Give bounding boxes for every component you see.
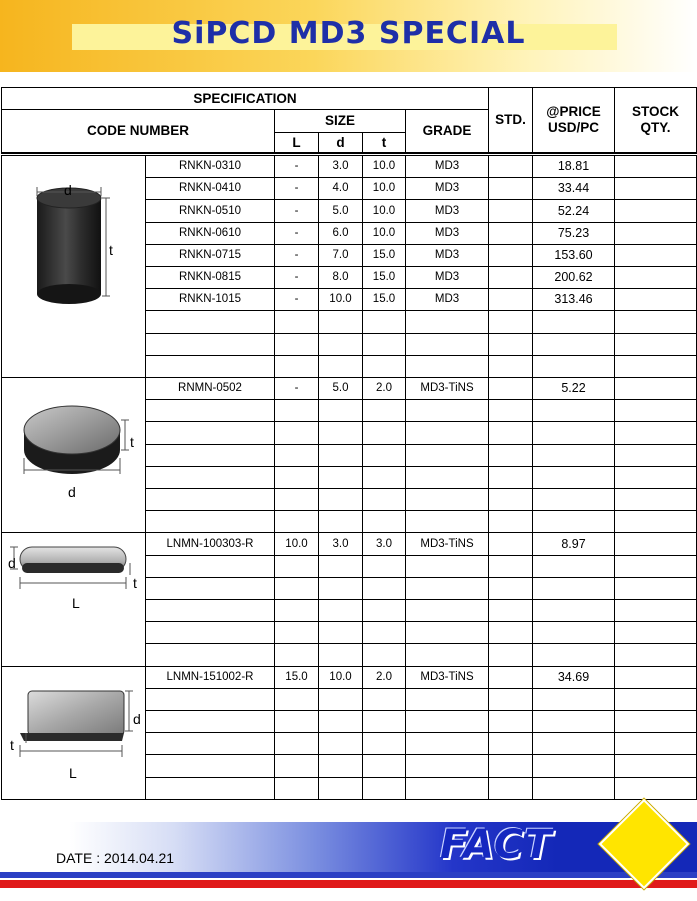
- empty-cell: [362, 510, 406, 533]
- row-code-cell: LNMN-100303-R: [145, 532, 275, 556]
- empty-cell: [532, 310, 615, 334]
- page-title: SiPCD MD3 SPECIAL: [171, 16, 526, 51]
- empty-cell: [614, 444, 697, 467]
- empty-cell: [362, 777, 406, 800]
- empty-cell: [145, 399, 275, 422]
- product-picture-4: [2, 667, 142, 804]
- empty-cell: [145, 310, 275, 334]
- row-L-cell: -: [274, 266, 319, 289]
- empty-cell: [145, 466, 275, 489]
- row-d-cell: 5.0: [318, 377, 363, 400]
- empty-cell: [614, 355, 697, 378]
- empty-cell: [405, 421, 489, 445]
- empty-cell: [488, 355, 533, 378]
- row-stock-cell: [614, 666, 697, 689]
- empty-cell: [405, 399, 489, 422]
- empty-cell: [532, 688, 615, 711]
- empty-cell: [488, 643, 533, 667]
- empty-cell: [614, 732, 697, 755]
- empty-cell: [405, 555, 489, 578]
- dimension-label-d: d: [8, 555, 16, 571]
- row-code-cell: RNMN-0502: [145, 377, 275, 400]
- dimension-label-t: t: [133, 575, 137, 591]
- empty-cell: [362, 444, 406, 467]
- empty-cell: [362, 599, 406, 622]
- size-t-header: t: [362, 132, 406, 154]
- empty-cell: [274, 333, 319, 356]
- empty-cell: [274, 488, 319, 511]
- stock-header: [614, 87, 697, 154]
- empty-cell: [405, 732, 489, 755]
- empty-cell: [362, 421, 406, 445]
- empty-cell: [532, 555, 615, 578]
- empty-cell: [318, 710, 363, 733]
- empty-cell: [362, 488, 406, 511]
- row-d-cell: 6.0: [318, 222, 363, 245]
- row-stock-cell: [614, 199, 697, 223]
- empty-cell: [362, 643, 406, 667]
- empty-cell: [488, 555, 533, 578]
- empty-cell: [274, 355, 319, 378]
- row-grade-cell: MD3: [405, 177, 489, 200]
- empty-cell: [318, 688, 363, 711]
- row-stock-cell: [614, 377, 697, 400]
- product-picture-2: [2, 378, 142, 536]
- dimension-label-d: d: [133, 711, 141, 727]
- empty-cell: [318, 555, 363, 578]
- row-d-cell: 5.0: [318, 199, 363, 223]
- row-t-cell: 10.0: [362, 177, 406, 200]
- empty-cell: [274, 710, 319, 733]
- empty-cell: [488, 399, 533, 422]
- empty-cell: [362, 710, 406, 733]
- empty-cell: [362, 355, 406, 378]
- empty-cell: [362, 333, 406, 356]
- product-image-cell-4: [1, 666, 146, 800]
- row-std-cell: [488, 155, 533, 178]
- empty-cell: [532, 577, 615, 600]
- empty-cell: [488, 488, 533, 511]
- empty-cell: [145, 333, 275, 356]
- row-grade-cell: MD3: [405, 266, 489, 289]
- empty-cell: [532, 621, 615, 644]
- row-stock-cell: [614, 222, 697, 245]
- empty-cell: [532, 488, 615, 511]
- empty-cell: [145, 777, 275, 800]
- empty-cell: [488, 577, 533, 600]
- empty-cell: [145, 621, 275, 644]
- empty-cell: [532, 510, 615, 533]
- empty-cell: [318, 466, 363, 489]
- product-picture-1: [2, 156, 142, 310]
- empty-cell: [274, 466, 319, 489]
- empty-cell: [362, 754, 406, 778]
- size-l-header: L: [274, 132, 319, 154]
- empty-cell: [405, 488, 489, 511]
- empty-cell: [405, 333, 489, 356]
- empty-cell: [145, 355, 275, 378]
- row-code-cell: RNKN-0310: [145, 155, 275, 178]
- product-image-cell-2: [1, 377, 146, 533]
- row-stock-cell: [614, 288, 697, 311]
- empty-cell: [532, 754, 615, 778]
- empty-cell: [405, 754, 489, 778]
- empty-cell: [274, 732, 319, 755]
- dimension-label-t: t: [10, 737, 14, 753]
- empty-cell: [405, 510, 489, 533]
- row-t-cell: 15.0: [362, 288, 406, 311]
- empty-cell: [405, 643, 489, 667]
- row-grade-cell: MD3: [405, 222, 489, 245]
- empty-cell: [274, 399, 319, 422]
- empty-cell: [145, 510, 275, 533]
- row-code-cell: RNKN-0410: [145, 177, 275, 200]
- row-grade-cell: MD3: [405, 155, 489, 178]
- empty-cell: [614, 421, 697, 445]
- row-std-cell: [488, 288, 533, 311]
- empty-cell: [145, 710, 275, 733]
- row-L-cell: -: [274, 377, 319, 400]
- empty-cell: [488, 710, 533, 733]
- empty-cell: [318, 444, 363, 467]
- fact-logo: FACT: [440, 822, 553, 868]
- date-label: DATE : 2014.04.21: [56, 850, 175, 866]
- row-t-cell: 2.0: [362, 666, 406, 689]
- dimension-label-L: L: [72, 595, 80, 611]
- row-grade-cell: MD3-TiNS: [405, 532, 489, 556]
- row-stock-cell: [614, 244, 697, 267]
- empty-cell: [318, 777, 363, 800]
- empty-cell: [318, 732, 363, 755]
- row-std-cell: [488, 177, 533, 200]
- empty-cell: [488, 333, 533, 356]
- empty-cell: [614, 399, 697, 422]
- row-price-cell: 33.44: [532, 177, 615, 200]
- stock-header-line1: STOCK: [631, 104, 679, 119]
- empty-cell: [362, 466, 406, 489]
- empty-cell: [405, 310, 489, 334]
- empty-cell: [405, 621, 489, 644]
- empty-cell: [318, 355, 363, 378]
- dimension-label-d: d: [64, 182, 72, 198]
- row-std-cell: [488, 199, 533, 223]
- empty-cell: [318, 399, 363, 422]
- empty-cell: [532, 399, 615, 422]
- row-code-cell: RNKN-0715: [145, 244, 275, 267]
- row-price-cell: 34.69: [532, 666, 615, 689]
- empty-cell: [488, 599, 533, 622]
- row-grade-cell: MD3: [405, 199, 489, 223]
- empty-cell: [405, 599, 489, 622]
- empty-cell: [274, 777, 319, 800]
- row-price-cell: 18.81: [532, 155, 615, 178]
- cylinder-pic: [2, 156, 142, 306]
- empty-cell: [532, 355, 615, 378]
- empty-cell: [145, 688, 275, 711]
- empty-cell: [614, 754, 697, 778]
- empty-cell: [145, 643, 275, 667]
- row-std-cell: [488, 222, 533, 245]
- row-t-cell: 2.0: [362, 377, 406, 400]
- product-image-cell-3: [1, 532, 146, 667]
- empty-cell: [488, 732, 533, 755]
- empty-cell: [362, 310, 406, 334]
- row-code-cell: RNKN-0610: [145, 222, 275, 245]
- row-d-cell: 3.0: [318, 155, 363, 178]
- empty-cell: [405, 577, 489, 600]
- row-grade-cell: MD3-TiNS: [405, 377, 489, 400]
- empty-cell: [614, 488, 697, 511]
- empty-cell: [145, 732, 275, 755]
- row-price-cell: 8.97: [532, 532, 615, 556]
- empty-cell: [362, 399, 406, 422]
- empty-cell: [145, 421, 275, 445]
- empty-cell: [318, 421, 363, 445]
- grade-header: GRADE: [405, 109, 489, 154]
- empty-cell: [532, 643, 615, 667]
- empty-cell: [274, 688, 319, 711]
- row-price-cell: 52.24: [532, 199, 615, 223]
- empty-cell: [274, 577, 319, 600]
- empty-cell: [614, 555, 697, 578]
- empty-cell: [614, 310, 697, 334]
- price-header-line2: USD/PC: [547, 120, 599, 135]
- empty-cell: [532, 599, 615, 622]
- row-std-cell: [488, 244, 533, 267]
- product-image-cell-1: [1, 155, 146, 378]
- footer-blue-line: [0, 872, 697, 878]
- empty-cell: [362, 555, 406, 578]
- empty-cell: [614, 510, 697, 533]
- size-header: SIZE: [274, 109, 406, 133]
- empty-cell: [405, 466, 489, 489]
- row-L-cell: -: [274, 222, 319, 245]
- row-stock-cell: [614, 177, 697, 200]
- row-code-cell: RNKN-0510: [145, 199, 275, 223]
- row-stock-cell: [614, 266, 697, 289]
- row-t-cell: 10.0: [362, 199, 406, 223]
- empty-cell: [318, 310, 363, 334]
- price-header-line1: @PRICE: [546, 104, 601, 119]
- row-std-cell: [488, 666, 533, 689]
- empty-cell: [614, 621, 697, 644]
- size-d-header: d: [318, 132, 363, 154]
- empty-cell: [614, 643, 697, 667]
- empty-cell: [145, 555, 275, 578]
- empty-cell: [405, 355, 489, 378]
- empty-cell: [274, 421, 319, 445]
- empty-cell: [532, 333, 615, 356]
- empty-cell: [614, 577, 697, 600]
- row-d-cell: 10.0: [318, 666, 363, 689]
- empty-cell: [274, 599, 319, 622]
- empty-cell: [362, 577, 406, 600]
- row-L-cell: -: [274, 244, 319, 267]
- row-d-cell: 4.0: [318, 177, 363, 200]
- empty-cell: [145, 754, 275, 778]
- row-L-cell: -: [274, 288, 319, 311]
- row-code-cell: RNKN-1015: [145, 288, 275, 311]
- empty-cell: [488, 754, 533, 778]
- specification-header: SPECIFICATION: [1, 87, 489, 110]
- empty-cell: [614, 466, 697, 489]
- row-stock-cell: [614, 532, 697, 556]
- footer-red-line: [0, 880, 697, 888]
- row-grade-cell: MD3: [405, 244, 489, 267]
- row-t-cell: 3.0: [362, 532, 406, 556]
- empty-cell: [488, 688, 533, 711]
- disc-pic: [2, 378, 142, 532]
- empty-cell: [614, 599, 697, 622]
- empty-cell: [145, 599, 275, 622]
- empty-cell: [488, 621, 533, 644]
- empty-cell: [318, 754, 363, 778]
- empty-cell: [488, 310, 533, 334]
- row-d-cell: 3.0: [318, 532, 363, 556]
- empty-cell: [274, 555, 319, 578]
- empty-cell: [145, 577, 275, 600]
- empty-cell: [405, 688, 489, 711]
- empty-cell: [532, 444, 615, 467]
- empty-cell: [614, 710, 697, 733]
- empty-cell: [532, 732, 615, 755]
- empty-cell: [362, 732, 406, 755]
- empty-cell: [488, 510, 533, 533]
- dimension-label-L: L: [69, 765, 77, 781]
- row-std-cell: [488, 377, 533, 400]
- empty-cell: [145, 444, 275, 467]
- empty-cell: [145, 488, 275, 511]
- row-price-cell: 5.22: [532, 377, 615, 400]
- std-header: STD.: [488, 87, 533, 154]
- row-price-cell: 153.60: [532, 244, 615, 267]
- empty-cell: [405, 444, 489, 467]
- price-header: [532, 87, 615, 154]
- row-std-cell: [488, 266, 533, 289]
- row-code-cell: RNKN-0815: [145, 266, 275, 289]
- empty-cell: [532, 466, 615, 489]
- empty-cell: [318, 510, 363, 533]
- empty-cell: [274, 444, 319, 467]
- row-t-cell: 15.0: [362, 266, 406, 289]
- empty-cell: [614, 777, 697, 800]
- empty-cell: [488, 444, 533, 467]
- empty-cell: [614, 688, 697, 711]
- row-t-cell: 10.0: [362, 222, 406, 245]
- row-grade-cell: MD3-TiNS: [405, 666, 489, 689]
- row-grade-cell: MD3: [405, 288, 489, 311]
- empty-cell: [405, 710, 489, 733]
- empty-cell: [532, 777, 615, 800]
- empty-cell: [488, 466, 533, 489]
- dimension-label-d: d: [68, 484, 76, 500]
- row-L-cell: -: [274, 199, 319, 223]
- row-d-cell: 10.0: [318, 288, 363, 311]
- empty-cell: [274, 621, 319, 644]
- empty-cell: [274, 510, 319, 533]
- empty-cell: [405, 777, 489, 800]
- row-price-cell: 313.46: [532, 288, 615, 311]
- row-L-cell: 15.0: [274, 666, 319, 689]
- empty-cell: [318, 333, 363, 356]
- empty-cell: [488, 777, 533, 800]
- empty-cell: [362, 688, 406, 711]
- empty-cell: [274, 643, 319, 667]
- empty-cell: [532, 421, 615, 445]
- row-std-cell: [488, 532, 533, 556]
- code-number-header: CODE NUMBER: [1, 109, 275, 154]
- dimension-label-t: t: [130, 434, 134, 450]
- empty-cell: [614, 333, 697, 356]
- empty-cell: [318, 621, 363, 644]
- empty-cell: [318, 599, 363, 622]
- empty-cell: [318, 643, 363, 667]
- empty-cell: [274, 754, 319, 778]
- empty-cell: [532, 710, 615, 733]
- row-L-cell: 10.0: [274, 532, 319, 556]
- row-L-cell: -: [274, 177, 319, 200]
- empty-cell: [318, 577, 363, 600]
- row-stock-cell: [614, 155, 697, 178]
- row-price-cell: 75.23: [532, 222, 615, 245]
- row-price-cell: 200.62: [532, 266, 615, 289]
- empty-cell: [318, 488, 363, 511]
- empty-cell: [274, 310, 319, 334]
- stock-header-line2: QTY.: [640, 120, 671, 135]
- row-L-cell: -: [274, 155, 319, 178]
- empty-cell: [362, 621, 406, 644]
- row-t-cell: 10.0: [362, 155, 406, 178]
- row-code-cell: LNMN-151002-R: [145, 666, 275, 689]
- row-d-cell: 8.0: [318, 266, 363, 289]
- empty-cell: [488, 421, 533, 445]
- dimension-label-t: t: [109, 242, 113, 258]
- row-d-cell: 7.0: [318, 244, 363, 267]
- row-t-cell: 15.0: [362, 244, 406, 267]
